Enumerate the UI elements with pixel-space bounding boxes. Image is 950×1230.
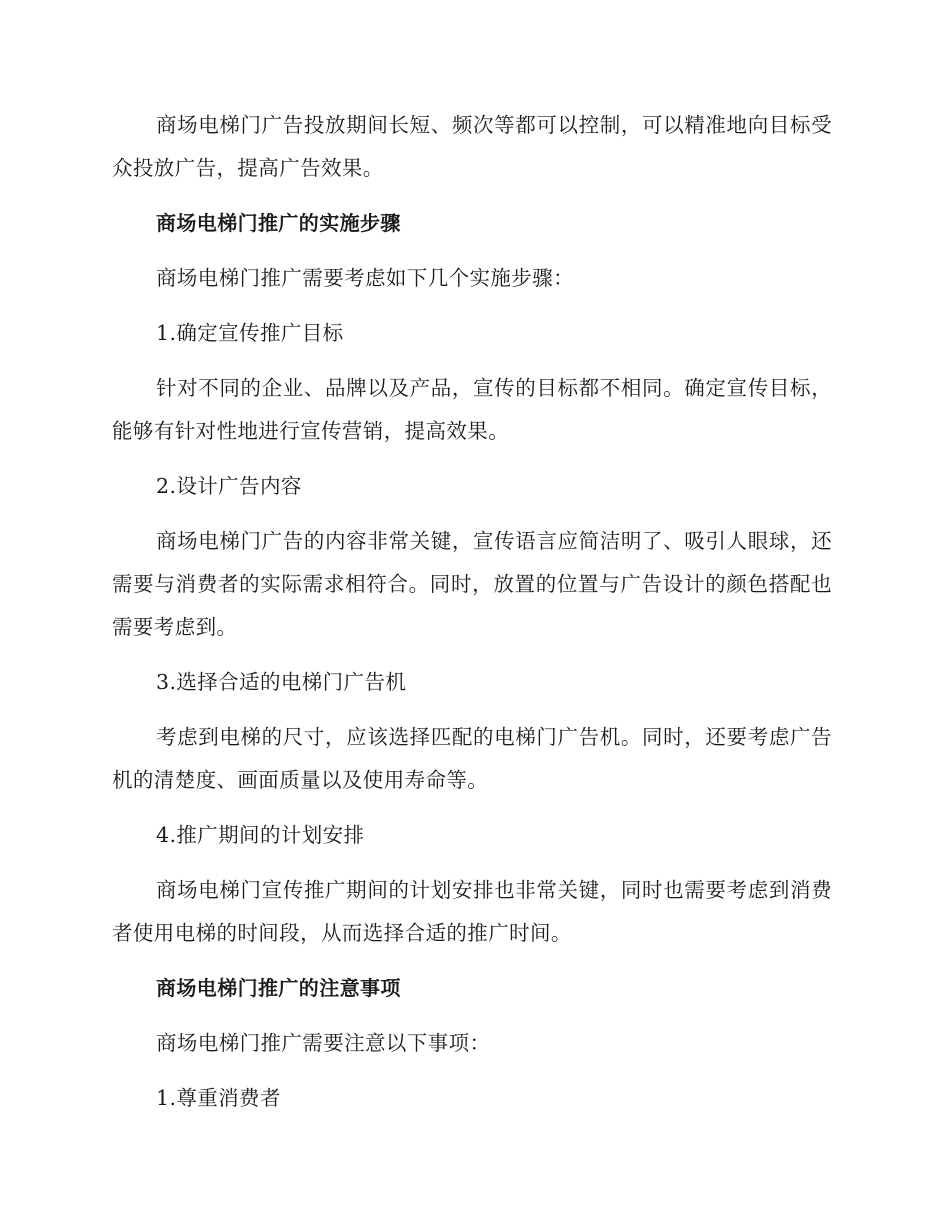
step-heading: 2.设计广告内容: [156, 474, 302, 498]
paragraph: 商场电梯门推广需要考虑如下几个实施步骤：: [156, 266, 574, 290]
paragraph: 商场电梯门推广需要注意以下事项：: [156, 1031, 491, 1055]
paragraph: 针对不同的企业、品牌以及产品，宣传的目标都不相同。确定宣传目标，能够有针对性地进行宣传营销，提高效果。: [112, 376, 832, 443]
paragraph: 考虑到电梯的尺寸，应该选择匹配的电梯门广告机。同时，还要考虑广告机的清楚度、画面质量以及使用寿命等。: [112, 725, 832, 792]
step-heading: 3.选择合适的电梯门广告机: [156, 670, 407, 694]
section-heading: 商场电梯门推广的注意事项: [156, 976, 401, 1000]
paragraph: 商场电梯门广告投放期间长短、频次等都可以控制，可以精准地向目标受众投放广告，提高广告效果。: [112, 113, 832, 180]
paragraph: 商场电梯门广告的内容非常关键，宣传语言应简洁明了、吸引人眼球，还需要与消费者的实际需求相符合。同时，放置的位置与广告设计的颜色搭配也需要考虑到。: [112, 529, 832, 639]
step-heading: 1.尊重消费者: [156, 1086, 281, 1110]
step-heading: 1.确定宣传推广目标: [156, 321, 344, 345]
step-heading: 4.推广期间的计划安排: [156, 823, 365, 847]
paragraph: 商场电梯门宣传推广期间的计划安排也非常关键，同时也需要考虑到消费者使用电梯的时间段，从而选择合适的推广时间。: [112, 878, 832, 945]
section-heading: 商场电梯门推广的实施步骤: [156, 211, 401, 235]
document-body: [112, 104, 832, 1132]
